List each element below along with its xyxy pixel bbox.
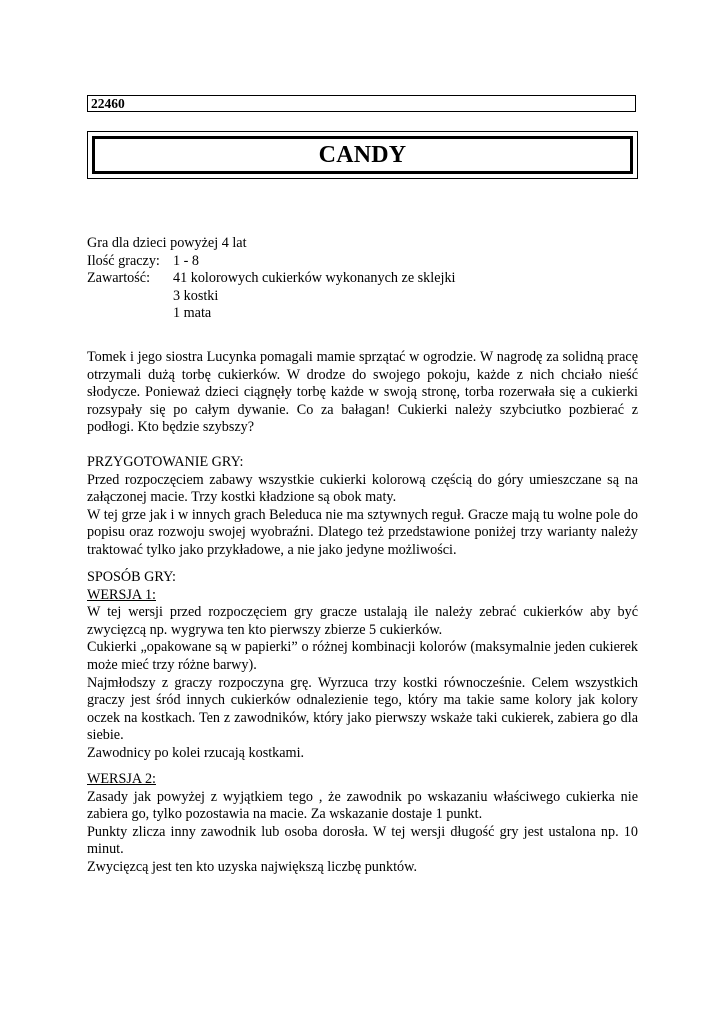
version-heading: WERSJA 2: xyxy=(87,771,156,787)
gameplay-section xyxy=(87,569,638,763)
body-paragraph: W tej wersji przed rozpoczęciem gry gracze ustalają ile należy zebrać cukierków aby być zwycięzcą np. wygrywa ten kto pierwszy zbierze 5 cukierków. xyxy=(87,604,638,638)
age-text: Gra dla dzieci powyżej 4 lat xyxy=(87,235,247,251)
players-value: 1 - 8 xyxy=(173,252,200,269)
contents-label: Zawartość: xyxy=(87,270,151,287)
body-paragraph: Zwycięzcą jest ten kto uzyska największą liczbę punktów. xyxy=(87,858,417,875)
contents-line xyxy=(87,270,638,288)
version-heading: WERSJA 1: xyxy=(87,586,156,603)
body-paragraph: Cukierki „opakowane są w papierki” o różnej kombinacji kolorów (maksymalnie jeden cukierek może mieć trzy różne barwy). xyxy=(87,639,638,673)
intro-section xyxy=(87,349,638,437)
game-info xyxy=(87,235,638,323)
contents-line xyxy=(87,305,638,323)
title-frame xyxy=(87,131,638,179)
product-code-box xyxy=(87,95,636,112)
version2-section xyxy=(87,771,638,877)
players-line xyxy=(87,253,638,271)
section-heading: SPOSÓB GRY: xyxy=(87,569,176,585)
title-inner-frame xyxy=(92,136,633,174)
contents-item: 1 mata xyxy=(173,305,212,322)
body-paragraph: Przed rozpoczęciem zabawy wszystkie cukierki kolorową częścią do góry umieszczane są na załączonej macie. Trzy kostki kładzione są obok maty. xyxy=(87,471,638,506)
players-label: Ilość graczy: xyxy=(87,252,160,269)
contents-line xyxy=(87,288,638,306)
page-title: CANDY xyxy=(318,141,407,168)
body-paragraph: W tej grze jak i w innych grach Beleduca nie ma sztywnych reguł. Gracze mają tu wolne pole do popisu oraz rozwoju swojej wyobraźni. Dlatego też przedstawione poniżej trzy warianty należy traktować tylko jako przykładowe, a nie jako jedyne możliwości. xyxy=(87,506,638,558)
preparation-section xyxy=(87,454,638,560)
intro-paragraph: Tomek i jego siostra Lucynka pomagali mamie sprzątać w ogrodzie. W nagrodę za solidną pracę otrzymali dużą torbę cukierków. W drodze do swojego pokoju, każde z nich chciało nieść słodycze. Ponieważ dzieci ciągnęły torbę każde w swoją stronę, torba rozerwała się a cukierki rozsypały się po całym dywanie. Co za bałagan! Cukierki należy szybciutko pozbierać z podłogi. Kto będzie szybszy? xyxy=(87,349,638,436)
body-paragraph: Najmłodszy z graczy rozpoczyna grę. Wyrzuca trzy kostki równocześnie. Celem wszystkich graczy jest śród innych cukierków odnalezienie tego, który ma takie same kolory jak kolory oczek na kostkach. Ten z zawodników, który jako pierwszy wskaże taki cukierek, zabiera go dla siebie. xyxy=(87,674,638,744)
body-paragraph: Punkty zlicza inny zawodnik lub osoba dorosła. W tej wersji długość gry jest ustalona np. 10 minut. xyxy=(87,823,638,858)
contents-item: 3 kostki xyxy=(173,287,219,304)
contents-item: 41 kolorowych cukierków wykonanych ze sklejki xyxy=(173,270,456,287)
product-code: 22460 xyxy=(91,96,125,111)
body-paragraph: Zawodnicy po kolei rzucają kostkami. xyxy=(87,744,305,761)
section-heading: PRZYGOTOWANIE GRY: xyxy=(87,454,244,470)
body-paragraph: Zasady jak powyżej z wyjątkiem tego , że zawodnik po wskazaniu właściwego cukierka nie zabiera go, tylko pozostawia na macie. Za wskazanie dostaje 1 punkt. xyxy=(87,788,638,823)
age-line xyxy=(87,235,638,253)
